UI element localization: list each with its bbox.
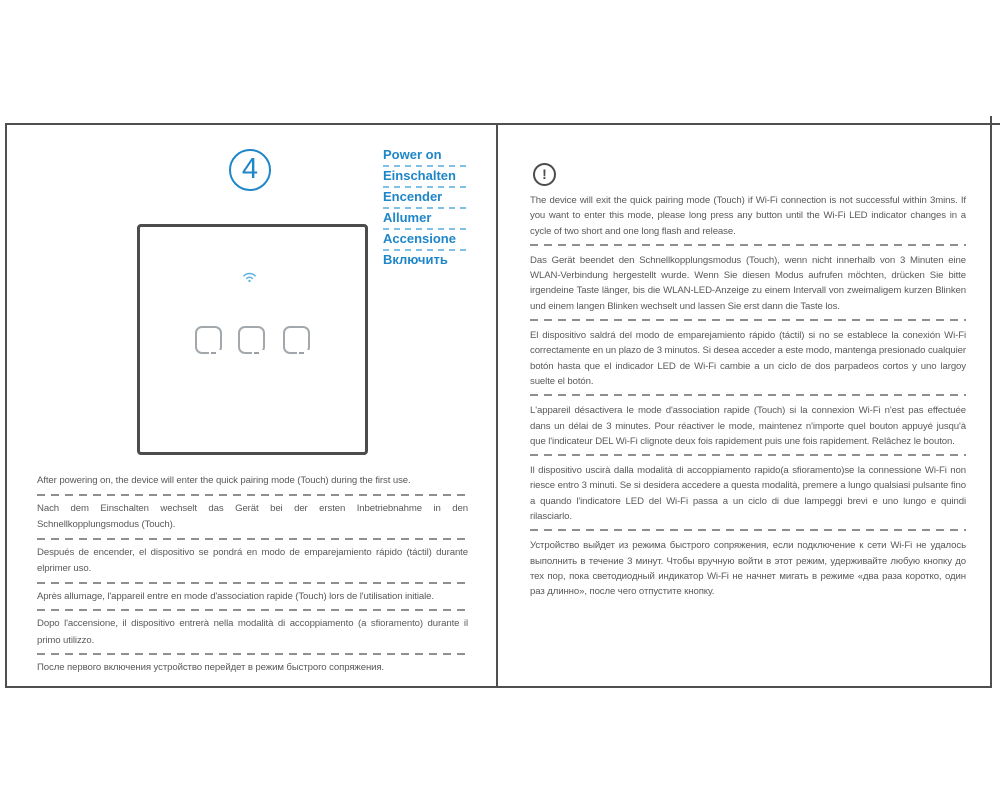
dashed-separator (37, 653, 468, 655)
panel-divider (496, 123, 498, 688)
left-paragraph-ru: После первого включения устройство перейдет в режим быстрого сопряжения. (37, 662, 385, 673)
label-power-on-fr: Allumer (383, 210, 432, 225)
label-power-on-de: Einschalten (383, 168, 456, 183)
switch-button-3 (283, 326, 310, 354)
right-instructions (530, 193, 966, 600)
left-paragraph-es: Después de encender, el dispositivo se pondrá en modo de emparejamiento rápido (táctil) durante elprimer uso. (37, 546, 468, 574)
dashed-separator (530, 394, 966, 396)
left-paragraph-fr: Après allumage, l'appareil entre en mode d'association rapide (Touch) lors de l'utilisation initiale. (37, 590, 434, 602)
dashed-underline (383, 186, 471, 188)
dashed-separator (37, 538, 468, 540)
dashed-separator (37, 609, 468, 611)
dashed-separator (37, 582, 468, 584)
right-paragraph-de: Das Gerät beendet den Schnellkopplungsmodus (Touch), wenn nicht innerhalb von 3 Minuten eine WLAN-Verbindung hergestellt wurde. Wenn Sie diesen Modus aufrufen möchten, drücken Sie bitte irgendeine Taste länger, bis die WLAN-LED-Anzeige zu einem Intervall von zweimaligem kurzen Blinken und einem langen Blinken wechselt und lassen Sie erst dann die Taste los. (530, 254, 966, 312)
dashed-separator (530, 319, 966, 321)
dashed-separator (530, 529, 966, 531)
dashed-separator (37, 494, 468, 496)
label-power-on-it: Accensione (383, 231, 456, 246)
left-paragraph-en: After powering on, the device will enter the quick pairing mode (Touch) during the first use. (37, 475, 411, 486)
step-number: 4 (241, 153, 259, 185)
dashed-separator (530, 244, 966, 246)
warning-glyph: ! (542, 166, 547, 182)
right-paragraph-ru: Устройство выйдет из режима быстрого сопряжения, если подключение к сети Wi-Fi не удалось выполнить в течение 3 минут. Чтобы вручную войти в этот режим, удерживайте любую кнопку до тех пор, пока светодиодный индикатор Wi-Fi не начнет мигать в режиме «два раза коротко, один раз длинно», после чего отпустите кнопку. (530, 540, 966, 598)
dashed-underline (383, 207, 471, 209)
dashed-underline (383, 228, 471, 230)
switch-button-2 (238, 326, 265, 354)
left-instructions (37, 473, 468, 677)
corner-tick-horizontal (991, 123, 1000, 125)
left-paragraph-it: Dopo l'accensione, il dispositivo entrerà nella modalità di accoppiamento (a sfioramento) durante il primo utilizzo. (37, 618, 468, 646)
warning-icon (533, 163, 556, 186)
dashed-underline (383, 165, 471, 167)
right-paragraph-it: Il dispositivo uscirà dalla modalità di accoppiamento rapido(a sfioramento)se la connessione Wi-Fi non riesce entro 3 minuti. Se si desidera accedere a questa modalità, premere a lungo qualsiasi pulsante fino a quando l'indicatore LED del Wi-Fi passa a un ciclo di due lampeggi brevi e uno lungo e quindi rilasciarlo. (530, 465, 966, 523)
dashed-underline (383, 249, 471, 251)
power-on-labels (383, 147, 473, 267)
label-power-on-ru: Включить (383, 252, 448, 267)
label-power-on-en: Power on (383, 147, 442, 162)
step-number-badge (229, 149, 271, 191)
dashed-separator (530, 454, 966, 456)
wifi-icon (242, 270, 257, 283)
left-paragraph-de: Nach dem Einschalten wechselt das Gerät bei der ersten Inbetriebnahme in den Schnellkopplungsmodus (Touch). (37, 502, 468, 530)
switch-button-1 (195, 326, 222, 354)
label-power-on-es: Encender (383, 189, 443, 204)
right-paragraph-fr: L'appareil désactivera le mode d'association rapide (Touch) si la connexion Wi-Fi n'est pas effectuée dans un délai de 3 minutes. Pour réactiver le mode, maintenez n'importe quel bouton appuyé jusqu'à que l'indicateur DEL Wi-Fi clignote deux fois rapidement puis une fois rapidement. Relâchez le bouton. (530, 405, 966, 447)
right-paragraph-es: El dispositivo saldrá del modo de emparejamiento rápido (táctil) si no se establece la conexión Wi-Fi correctamente en un plazo de 3 minutos. Si desea acceder a este modo, mantenga presionado cualquier botón hasta que el indicador LED de Wi-Fi cambie a un ciclo de dos parpadeos cortos y uno largoy suelte el botón. (530, 330, 966, 387)
right-paragraph-en: The device will exit the quick pairing mode (Touch) if Wi-Fi connection is not successful within 3mins. If you want to enter this mode, please long press any button until the Wi-Fi LED indicator changes in a cycle of two short and one long flash and release. (530, 195, 966, 237)
